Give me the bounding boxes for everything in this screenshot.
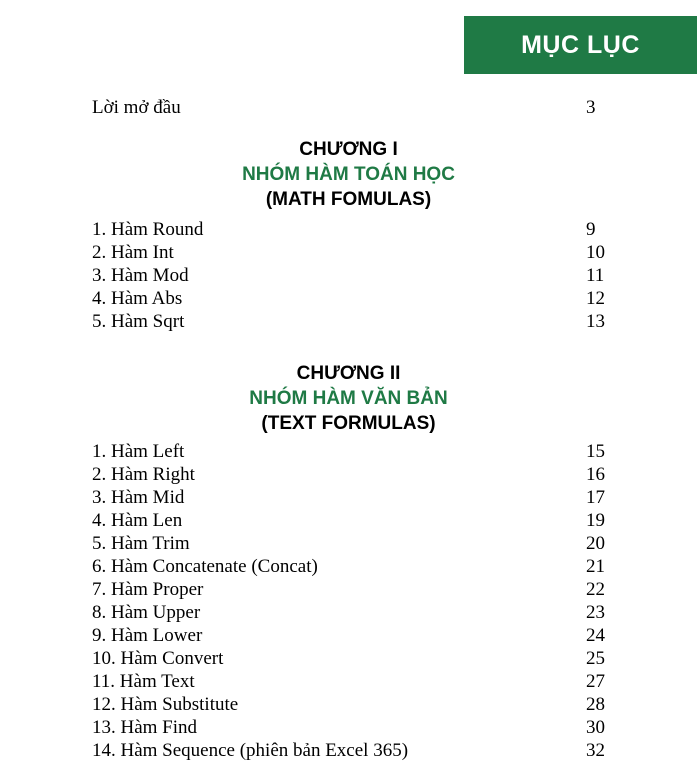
toc-entry[interactable] (0, 440, 697, 463)
toc-entry-page: 23 (586, 602, 605, 623)
toc-entry-page: 11 (586, 265, 605, 286)
toc-entry-label: 9. Hàm Lower (92, 625, 203, 646)
toc-entry-page: 25 (586, 648, 605, 669)
toc-entry-page: 24 (586, 625, 605, 646)
toc-entry[interactable] (0, 264, 697, 287)
toc-entry-preface[interactable] (0, 96, 697, 119)
toc-entry[interactable] (0, 532, 697, 555)
toc-entry-page: 30 (586, 717, 605, 738)
toc-entry-page: 13 (586, 311, 605, 332)
toc-entry-page: 19 (586, 510, 605, 531)
toc-entry-page: 15 (586, 441, 605, 462)
toc-entry[interactable] (0, 647, 697, 670)
toc-entry-page: 3 (586, 97, 596, 118)
toc-entry[interactable] (0, 287, 697, 310)
toc-entry-label: 7. Hàm Proper (92, 579, 204, 600)
chapter-title: NHÓM HÀM VĂN BẢN (249, 388, 448, 409)
chapter-title: NHÓM HÀM TOÁN HỌC (242, 164, 455, 185)
chapter-2-entries (0, 440, 697, 762)
toc-entry-page: 17 (586, 487, 605, 508)
toc-entry-label: 10. Hàm Convert (92, 648, 224, 669)
chapter-number: CHƯƠNG I (299, 139, 398, 160)
toc-entry-page: 10 (586, 242, 605, 263)
toc-entry[interactable] (0, 486, 697, 509)
toc-entry-page: 21 (586, 556, 605, 577)
chapter-1-entries (0, 218, 697, 333)
toc-entry-label: 1. Hàm Left (92, 441, 185, 462)
chapter-heading-1 (0, 137, 697, 212)
toc-entry[interactable] (0, 716, 697, 739)
toc-entry-page: 16 (586, 464, 605, 485)
toc-entry[interactable] (0, 578, 697, 601)
toc-entry-label: 2. Hàm Int (92, 242, 174, 263)
chapter-subtitle: (TEXT FORMULAS) (261, 413, 436, 434)
toc-entry[interactable] (0, 509, 697, 532)
toc-entry[interactable] (0, 624, 697, 647)
toc-entry-page: 32 (586, 740, 605, 761)
chapter-heading-2 (0, 361, 697, 436)
toc-entry-label: 6. Hàm Concatenate (Concat) (92, 556, 318, 577)
page-title: MỤC LỤC (521, 30, 640, 59)
toc-entry-page: 12 (586, 288, 605, 309)
toc-entry[interactable] (0, 310, 697, 333)
table-of-contents-body (0, 96, 697, 762)
toc-entry[interactable] (0, 218, 697, 241)
toc-entry-label: 3. Hàm Mod (92, 265, 189, 286)
toc-entry-label: 8. Hàm Upper (92, 602, 201, 623)
toc-entry-label: 5. Hàm Trim (92, 533, 190, 554)
toc-entry-label: 5. Hàm Sqrt (92, 311, 185, 332)
toc-entry-page: 9 (586, 219, 596, 240)
toc-entry-page: 28 (586, 694, 605, 715)
toc-entry-label: 3. Hàm Mid (92, 487, 185, 508)
toc-entry[interactable] (0, 463, 697, 486)
toc-entry-label: 1. Hàm Round (92, 219, 204, 240)
chapter-subtitle: (MATH FOMULAS) (265, 189, 432, 210)
toc-entry-label: 13. Hàm Find (92, 717, 198, 738)
chapter-number: CHƯƠNG II (296, 363, 401, 384)
table-of-contents-banner (464, 16, 697, 74)
toc-entry[interactable] (0, 555, 697, 578)
toc-entry-label: 11. Hàm Text (92, 671, 195, 692)
toc-entry[interactable] (0, 693, 697, 716)
toc-entry-label: 4. Hàm Len (92, 510, 183, 531)
toc-entry-label: Lời mở đầu (92, 97, 181, 118)
toc-entry-label: 2. Hàm Right (92, 464, 195, 485)
toc-entry-label: 4. Hàm Abs (92, 288, 183, 309)
toc-entry[interactable] (0, 670, 697, 693)
toc-entry[interactable] (0, 241, 697, 264)
toc-entry-label: 14. Hàm Sequence (phiên bản Excel 365) (92, 740, 409, 761)
toc-entry-page: 22 (586, 579, 605, 600)
toc-entry-page: 20 (586, 533, 605, 554)
toc-entry-label: 12. Hàm Substitute (92, 694, 239, 715)
toc-entry[interactable] (0, 739, 697, 762)
toc-entry-page: 27 (586, 671, 605, 692)
toc-entry[interactable] (0, 601, 697, 624)
